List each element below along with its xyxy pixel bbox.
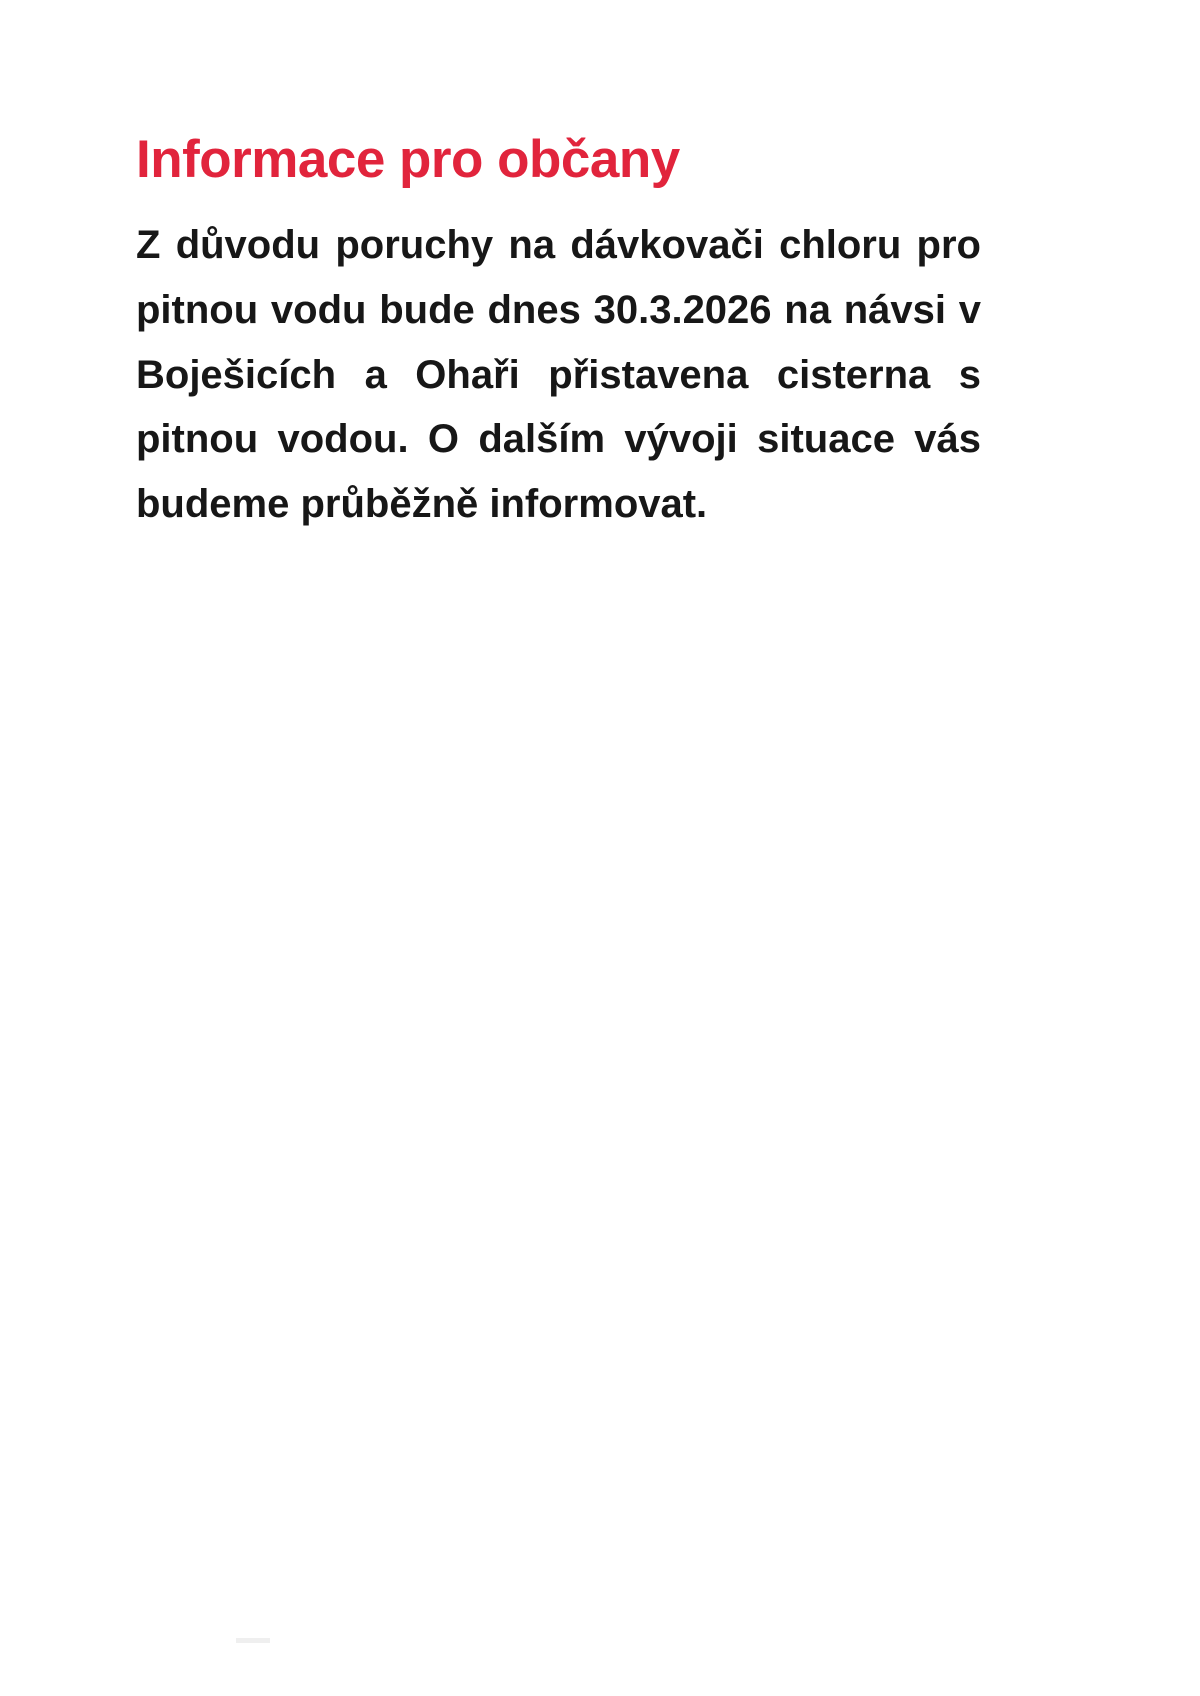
- page-title: Informace pro občany: [136, 130, 680, 189]
- notice-body-text: Z důvodu poruchy na dávkovači chloru pro pitnou vodu bude dnes 30.3.2026 na návsi v Boješicích a Ohaři přistavena cisterna s pitnou vodou. O dalším vývoji situace vás budeme průběžně informovat.: [136, 222, 981, 527]
- notice-block: [136, 130, 986, 537]
- scan-artifact: [236, 1638, 270, 1643]
